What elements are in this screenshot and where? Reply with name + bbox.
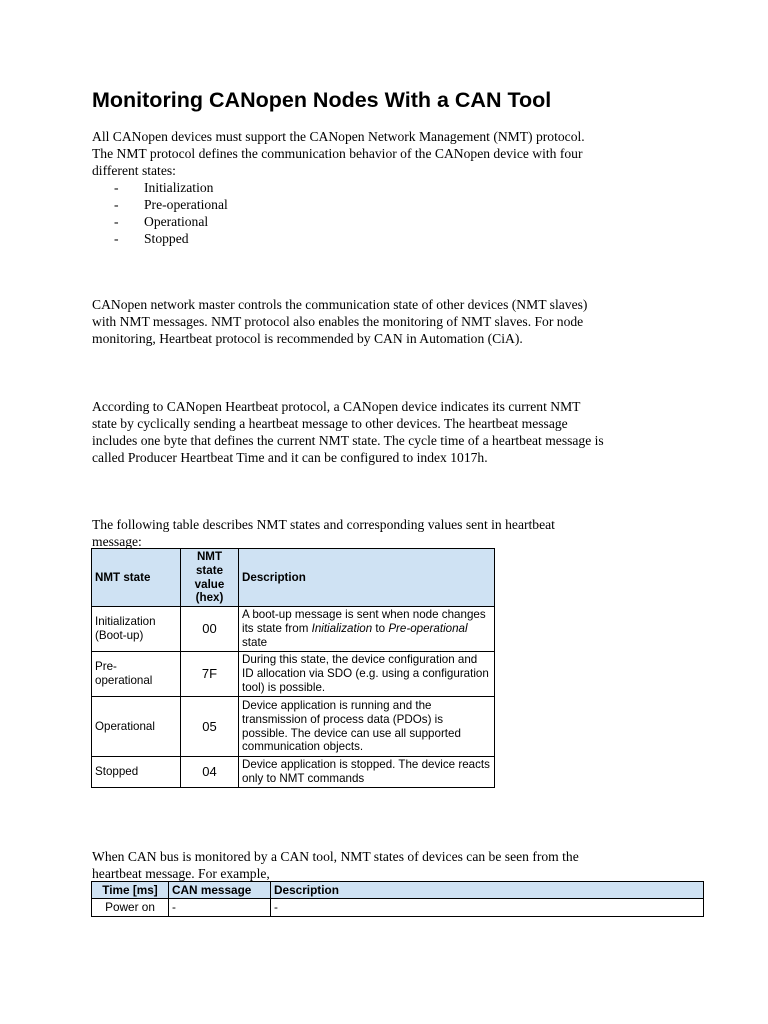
table-row: [92, 652, 495, 697]
paragraph-line: According to CANopen Heartbeat protocol, a CANopen device indicates its current NMT: [92, 399, 581, 414]
bullet-dash: -: [114, 180, 119, 195]
cell-description: During this state, the device configuration and ID allocation via SDO (e.g. using a configuration tool) is possible.: [239, 652, 495, 697]
desc-text: A boot-up message is sent when node changes its state from: [242, 608, 486, 636]
list-item: [92, 230, 228, 247]
cell-line: Initialization: [95, 615, 156, 629]
heartbeat-paragraph: [92, 398, 604, 466]
cell-line: Pre-: [95, 660, 117, 674]
desc-emphasis: Initialization: [311, 622, 373, 636]
cell-state: Stopped: [92, 757, 181, 788]
header-nmt-state: NMT state: [92, 549, 181, 607]
header-description: Description: [239, 549, 495, 607]
cell-description: Device application is running and the transmission of process data (PDOs) is possible. The device can use all supported communication objects.: [239, 697, 495, 757]
cell-description: [239, 607, 495, 652]
header-time: Time [ms]: [92, 882, 169, 899]
nmt-states-list: [92, 179, 228, 247]
header-nmt-value: [181, 549, 239, 607]
can-message-table: [91, 881, 704, 917]
cell-state: [92, 652, 181, 697]
header-line: state: [195, 563, 224, 577]
intro-line: All CANopen devices must support the CANopen Network Management (NMT) protocol.: [92, 129, 585, 144]
table-row: [92, 899, 704, 917]
list-item-label: Operational: [144, 214, 209, 229]
list-item-label: Initialization: [144, 180, 214, 195]
desc-text: to: [372, 622, 389, 636]
cell-description: Device application is stopped. The device reacts only to NMT commands: [239, 757, 495, 788]
list-item: [92, 196, 228, 213]
bullet-dash: -: [114, 231, 119, 246]
cell-value: 04: [181, 757, 239, 788]
paragraph-line: state by cyclically sending a heartbeat message to other devices. The heartbeat message: [92, 416, 568, 431]
list-item: [92, 213, 228, 230]
list-item-label: Pre-operational: [144, 197, 228, 212]
paragraph-line: CANopen network master controls the communication state of other devices (NMT slaves): [92, 297, 588, 312]
table-row: [92, 697, 495, 757]
cell-value: 00: [181, 607, 239, 652]
list-item: [92, 179, 228, 196]
cell-value: 05: [181, 697, 239, 757]
cell-line: (Boot-up): [95, 629, 144, 642]
page-title: Monitoring CANopen Nodes With a CAN Tool: [92, 88, 552, 112]
bullet-dash: -: [114, 214, 119, 229]
list-item-label: Stopped: [144, 231, 189, 246]
cell-line: operational: [95, 674, 153, 687]
table-row: [92, 757, 495, 788]
cell-state: [92, 607, 181, 652]
paragraph-line: called Producer Heartbeat Time and it can be configured to index 1017h.: [92, 450, 488, 465]
header-line: (hex): [195, 591, 224, 605]
nmt-master-paragraph: [92, 296, 587, 347]
cell-state: Operational: [92, 697, 181, 757]
intro-line: The NMT protocol defines the communication behavior of the CANopen device with four: [92, 146, 583, 161]
header-line: value: [194, 577, 225, 591]
paragraph-line: heartbeat message. For example,: [92, 866, 270, 881]
header-description: Description: [271, 882, 704, 899]
cell-can-message: -: [169, 899, 271, 917]
nmt-states-table: [91, 548, 495, 788]
table-row: [92, 607, 495, 652]
desc-emphasis: Pre-operational: [388, 622, 468, 636]
paragraph-line: message:: [92, 534, 142, 549]
paragraph-line: The following table describes NMT states and corresponding values sent in heartbeat: [92, 517, 555, 532]
table-intro-paragraph: [92, 516, 555, 550]
paragraph-line: monitoring, Heartbeat protocol is recommended by CAN in Automation (CiA).: [92, 331, 523, 346]
paragraph-line: with NMT messages. NMT protocol also enables the monitoring of NMT slaves. For node: [92, 314, 584, 329]
can-tool-paragraph: [92, 848, 579, 882]
bullet-dash: -: [114, 197, 119, 212]
cell-time: Power on: [92, 899, 169, 917]
header-can-message: CAN message: [169, 882, 271, 899]
header-line: NMT: [196, 549, 223, 563]
paragraph-line: includes one byte that defines the current NMT state. The cycle time of a heartbeat message is: [92, 433, 604, 448]
desc-text: state: [242, 635, 268, 649]
table-header-row: [92, 549, 495, 607]
cell-description: -: [271, 899, 704, 917]
intro-paragraph: [92, 128, 585, 179]
intro-line: different states:: [92, 163, 176, 178]
table-header-row: [92, 882, 704, 899]
cell-value: 7F: [181, 652, 239, 697]
paragraph-line: When CAN bus is monitored by a CAN tool, NMT states of devices can be seen from the: [92, 849, 579, 864]
